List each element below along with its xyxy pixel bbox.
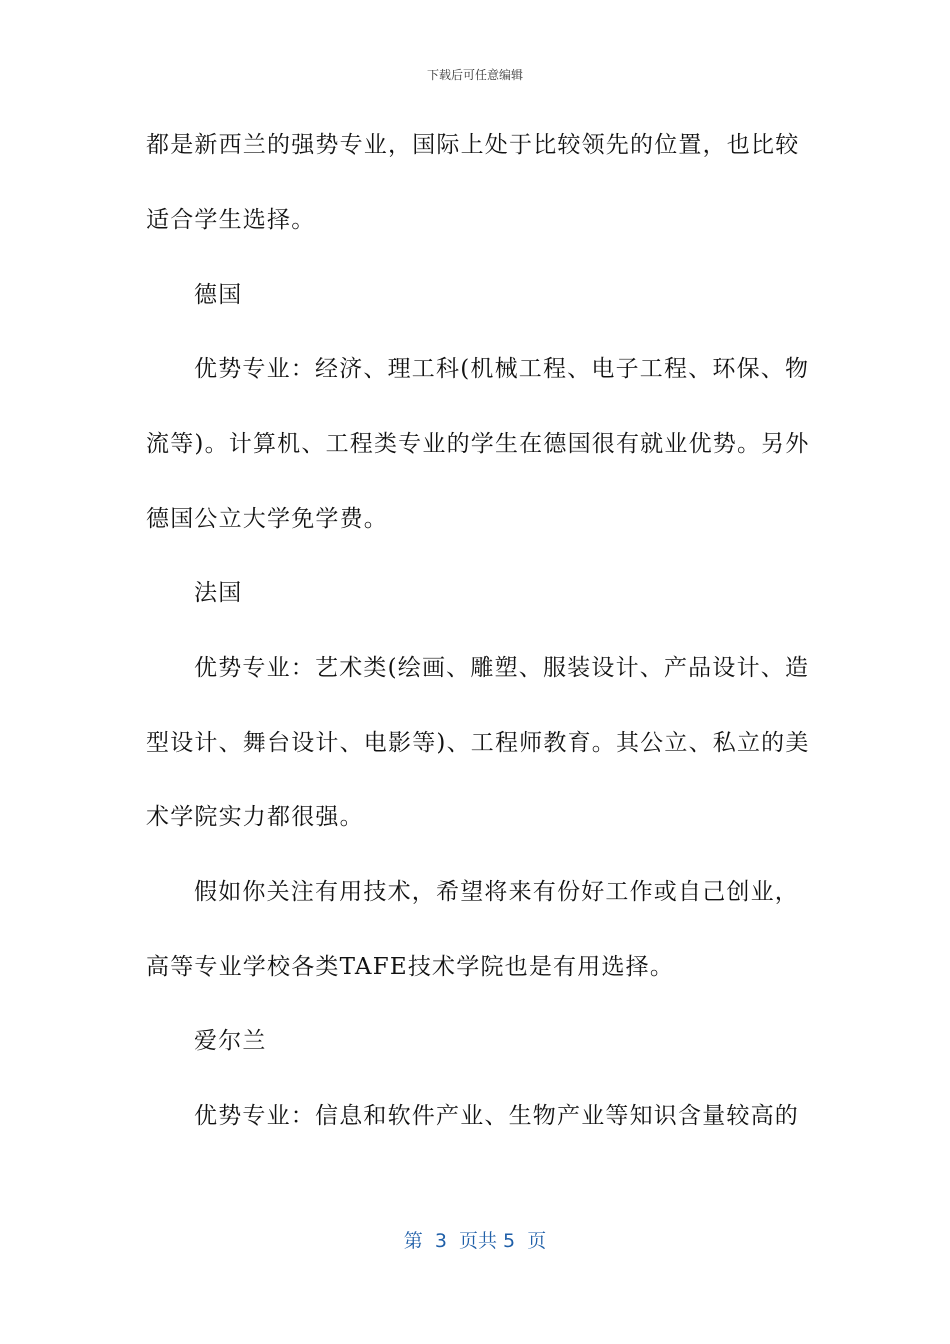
page-number-footer: 第 3 页共 5 页 <box>403 1230 547 1252</box>
section-heading-germany: 德国 <box>194 282 243 308</box>
section-heading-france: 法国 <box>194 580 243 606</box>
paragraph-line: 都是新西兰的强势专业，国际上处于比较领先的位置，也比较 <box>146 132 800 158</box>
paragraph-line: 德国公立大学免学费。 <box>146 506 388 532</box>
section-heading-ireland: 爱尔兰 <box>194 1028 267 1054</box>
paragraph-line: 优势专业：艺术类(绘画、雕塑、服装设计、产品设计、造 <box>194 655 810 681</box>
paragraph-line: 术学院实力都很强。 <box>146 804 364 830</box>
paragraph-line: 假如你关注有用技术，希望将来有份好工作或自己创业， <box>194 879 799 905</box>
paragraph-line: 优势专业：信息和软件产业、生物产业等知识含量较高的 <box>194 1103 799 1129</box>
paragraph-line: 高等专业学校各类TAFE技术学院也是有用选择。 <box>146 954 675 980</box>
paragraph-line: 型设计、舞台设计、电影等)、工程师教育。其公立、私立的美 <box>146 730 810 756</box>
paragraph-line: 适合学生选择。 <box>146 207 316 233</box>
page-header: 下载后可任意编辑 <box>426 68 523 82</box>
paragraph-line: 流等)。计算机、工程类专业的学生在德国很有就业优势。另外 <box>146 431 810 457</box>
paragraph-line: 优势专业：经济、理工科(机械工程、电子工程、环保、物 <box>194 356 810 382</box>
